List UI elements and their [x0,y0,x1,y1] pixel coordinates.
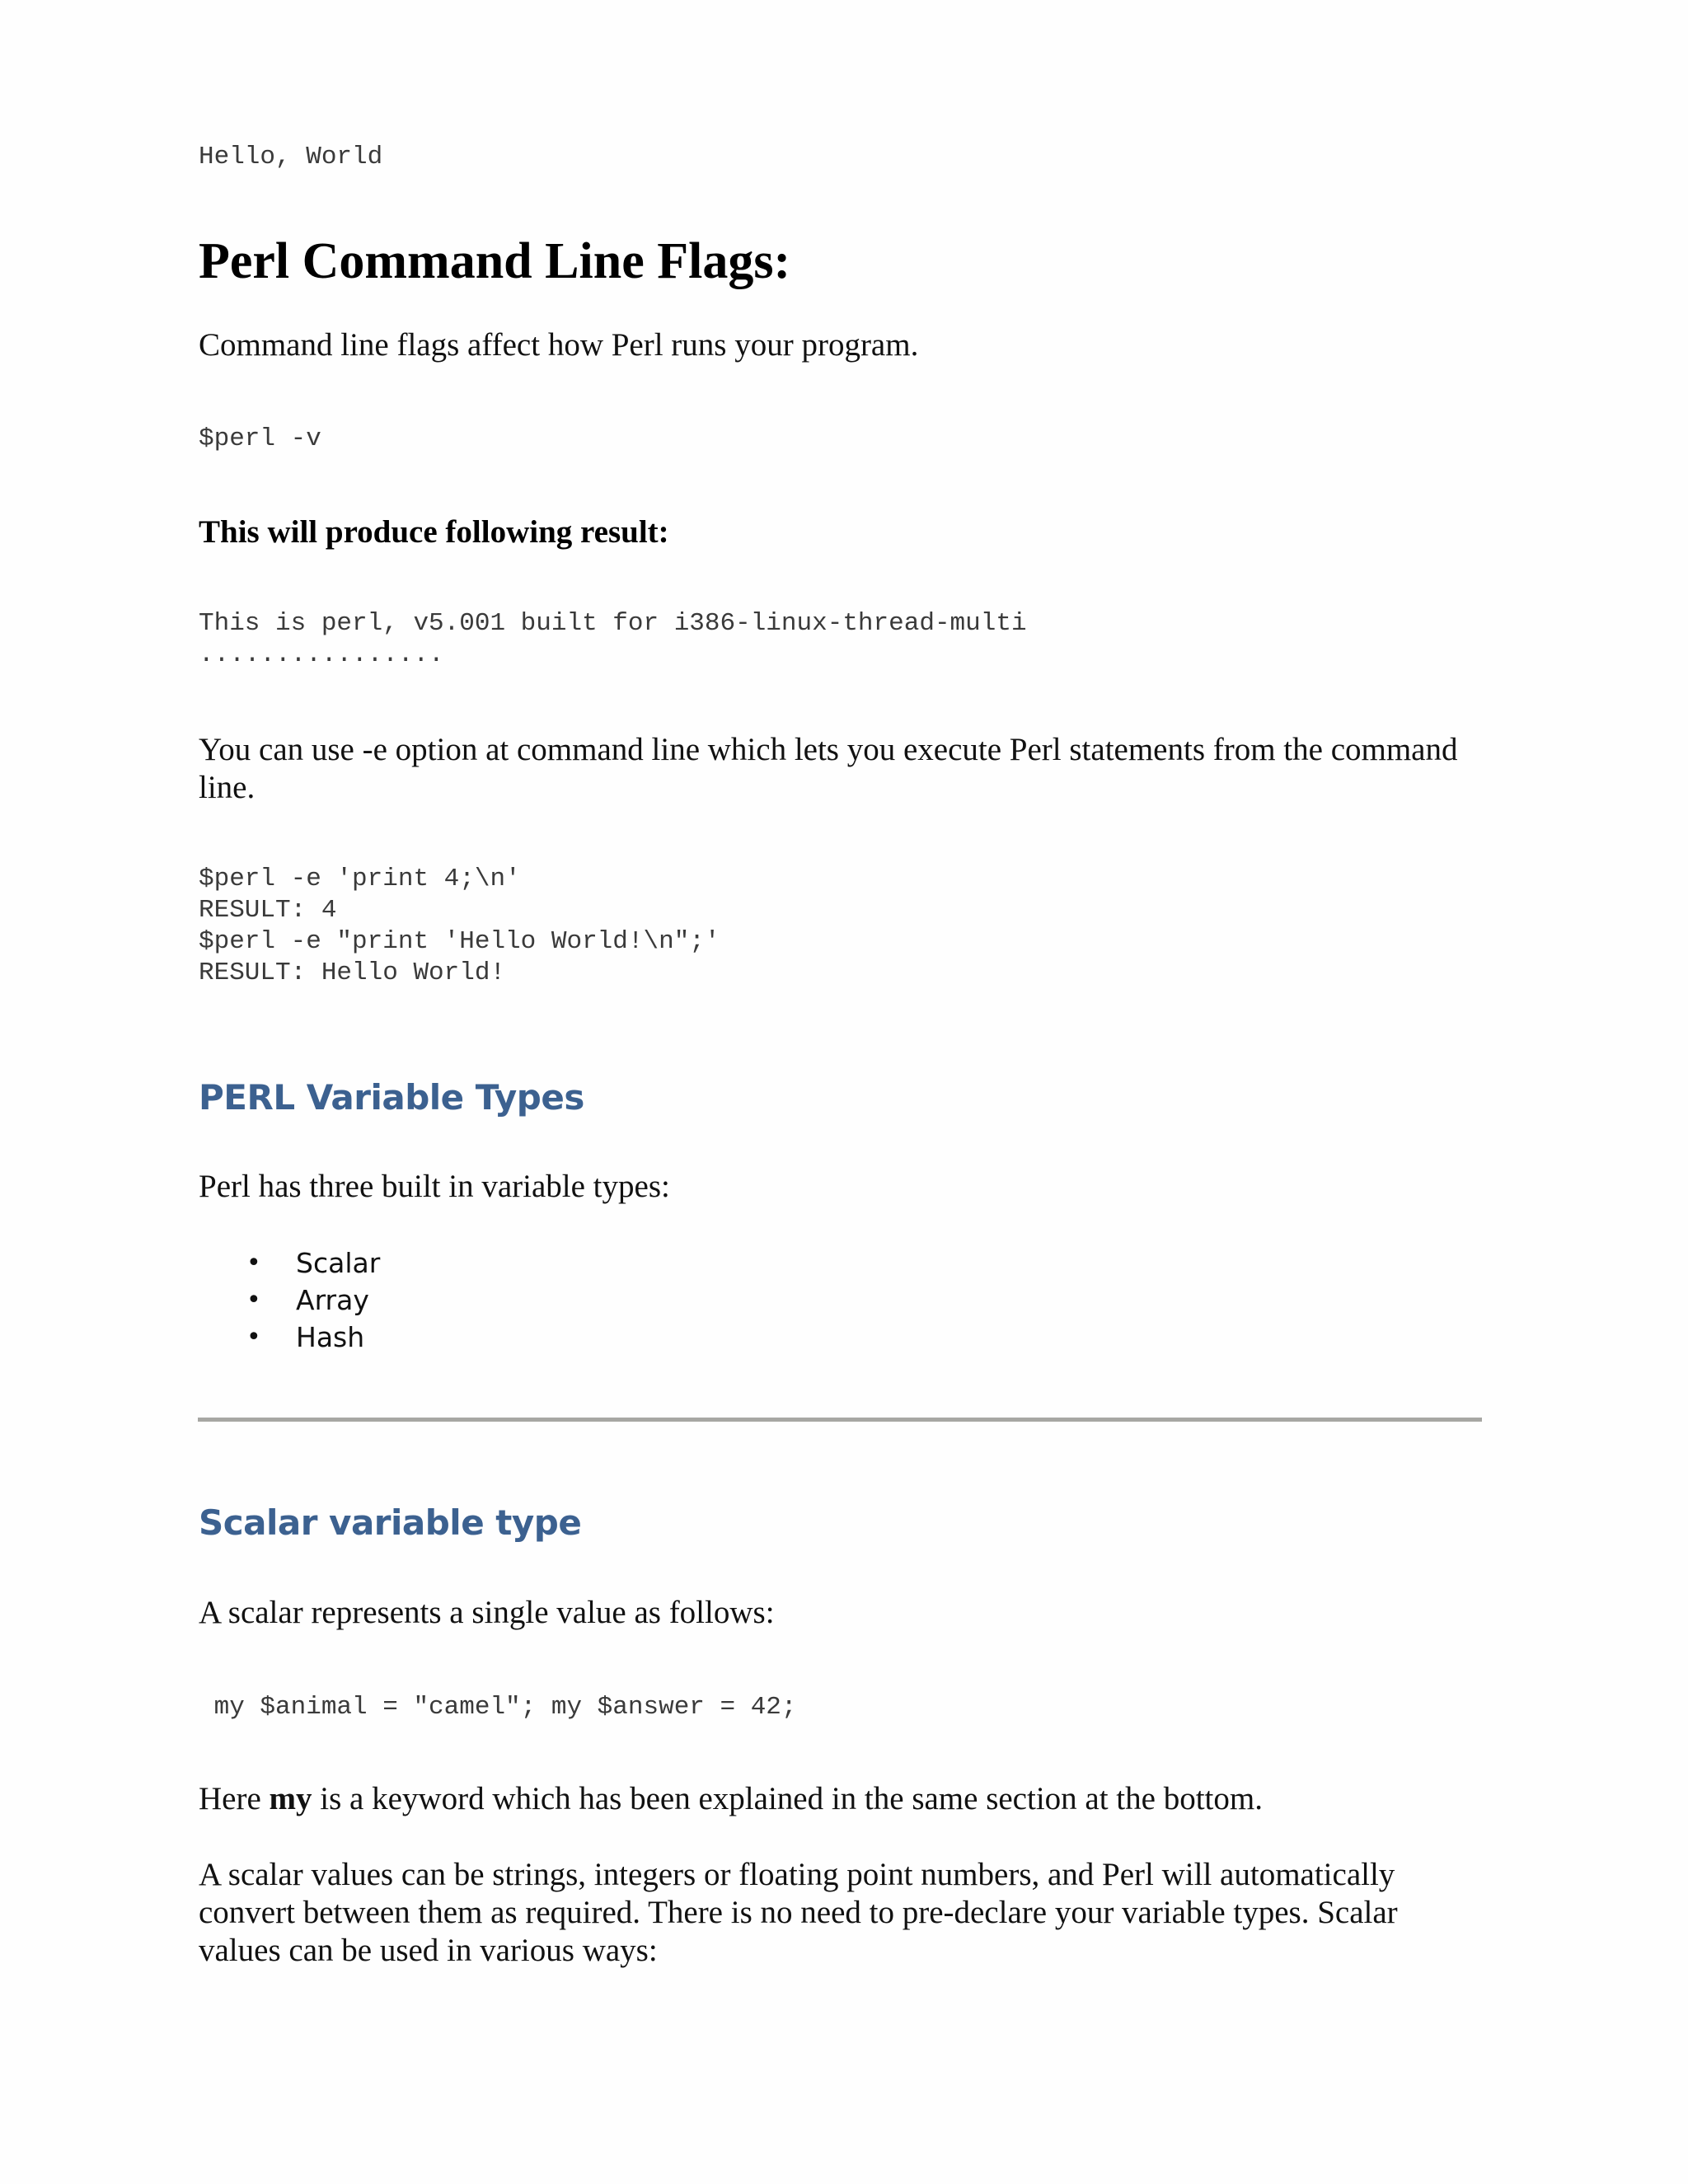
list-item-label: Hash [296,1321,365,1353]
heading-produce-result: This will produce following result: [199,514,669,550]
para-e-option: You can use -e option at command line which lets you execute Perl statements from the command line. [199,732,1458,805]
bullet-icon: • [246,1286,261,1315]
para-my-keyword [199,1780,1501,1818]
para-variable-types: Perl has three built in variable types: [199,1169,670,1204]
heading-scalar-type: Scalar variable type [199,1502,582,1543]
code-version-result: This is perl, v5.001 built for i386-linux-thread-multi ................ [199,609,1027,669]
code-e-option-examples: $perl -e 'print 4;\n' RESULT: 4 $perl -e "print 'Hello World!\n";' RESULT: Hello World! [199,865,720,987]
keyword-my: my [269,1781,312,1816]
heading-variable-types: PERL Variable Types [199,1077,584,1118]
code-scalar-example: my $animal = "camel"; my $answer = 42; [199,1693,797,1722]
horizontal-divider [198,1418,1482,1422]
code-perl-version: $perl -v [199,424,321,453]
heading-command-line-flags: Perl Command Line Flags: [199,233,791,289]
list-item-label: Scalar [296,1247,381,1279]
para-my-before: Here [199,1781,270,1816]
para-scalar-intro: A scalar represents a single value as follows: [199,1595,775,1630]
hello-output-code: Hello, World [199,143,383,171]
para-flags-intro: Command line flags affect how Perl runs your program. [199,327,919,363]
list-item-label: Array [296,1284,369,1316]
para-scalar-values: A scalar values can be strings, integers or floating point numbers, and Perl will automatically convert between them as required. There is no need to pre-declare your variable types. Scalar values can be used in various ways: [199,1857,1398,1968]
bullet-icon: • [246,1249,261,1277]
para-my-after: is a keyword which has been explained in the same section at the bottom. [312,1781,1263,1816]
bullet-icon: • [246,1323,261,1352]
